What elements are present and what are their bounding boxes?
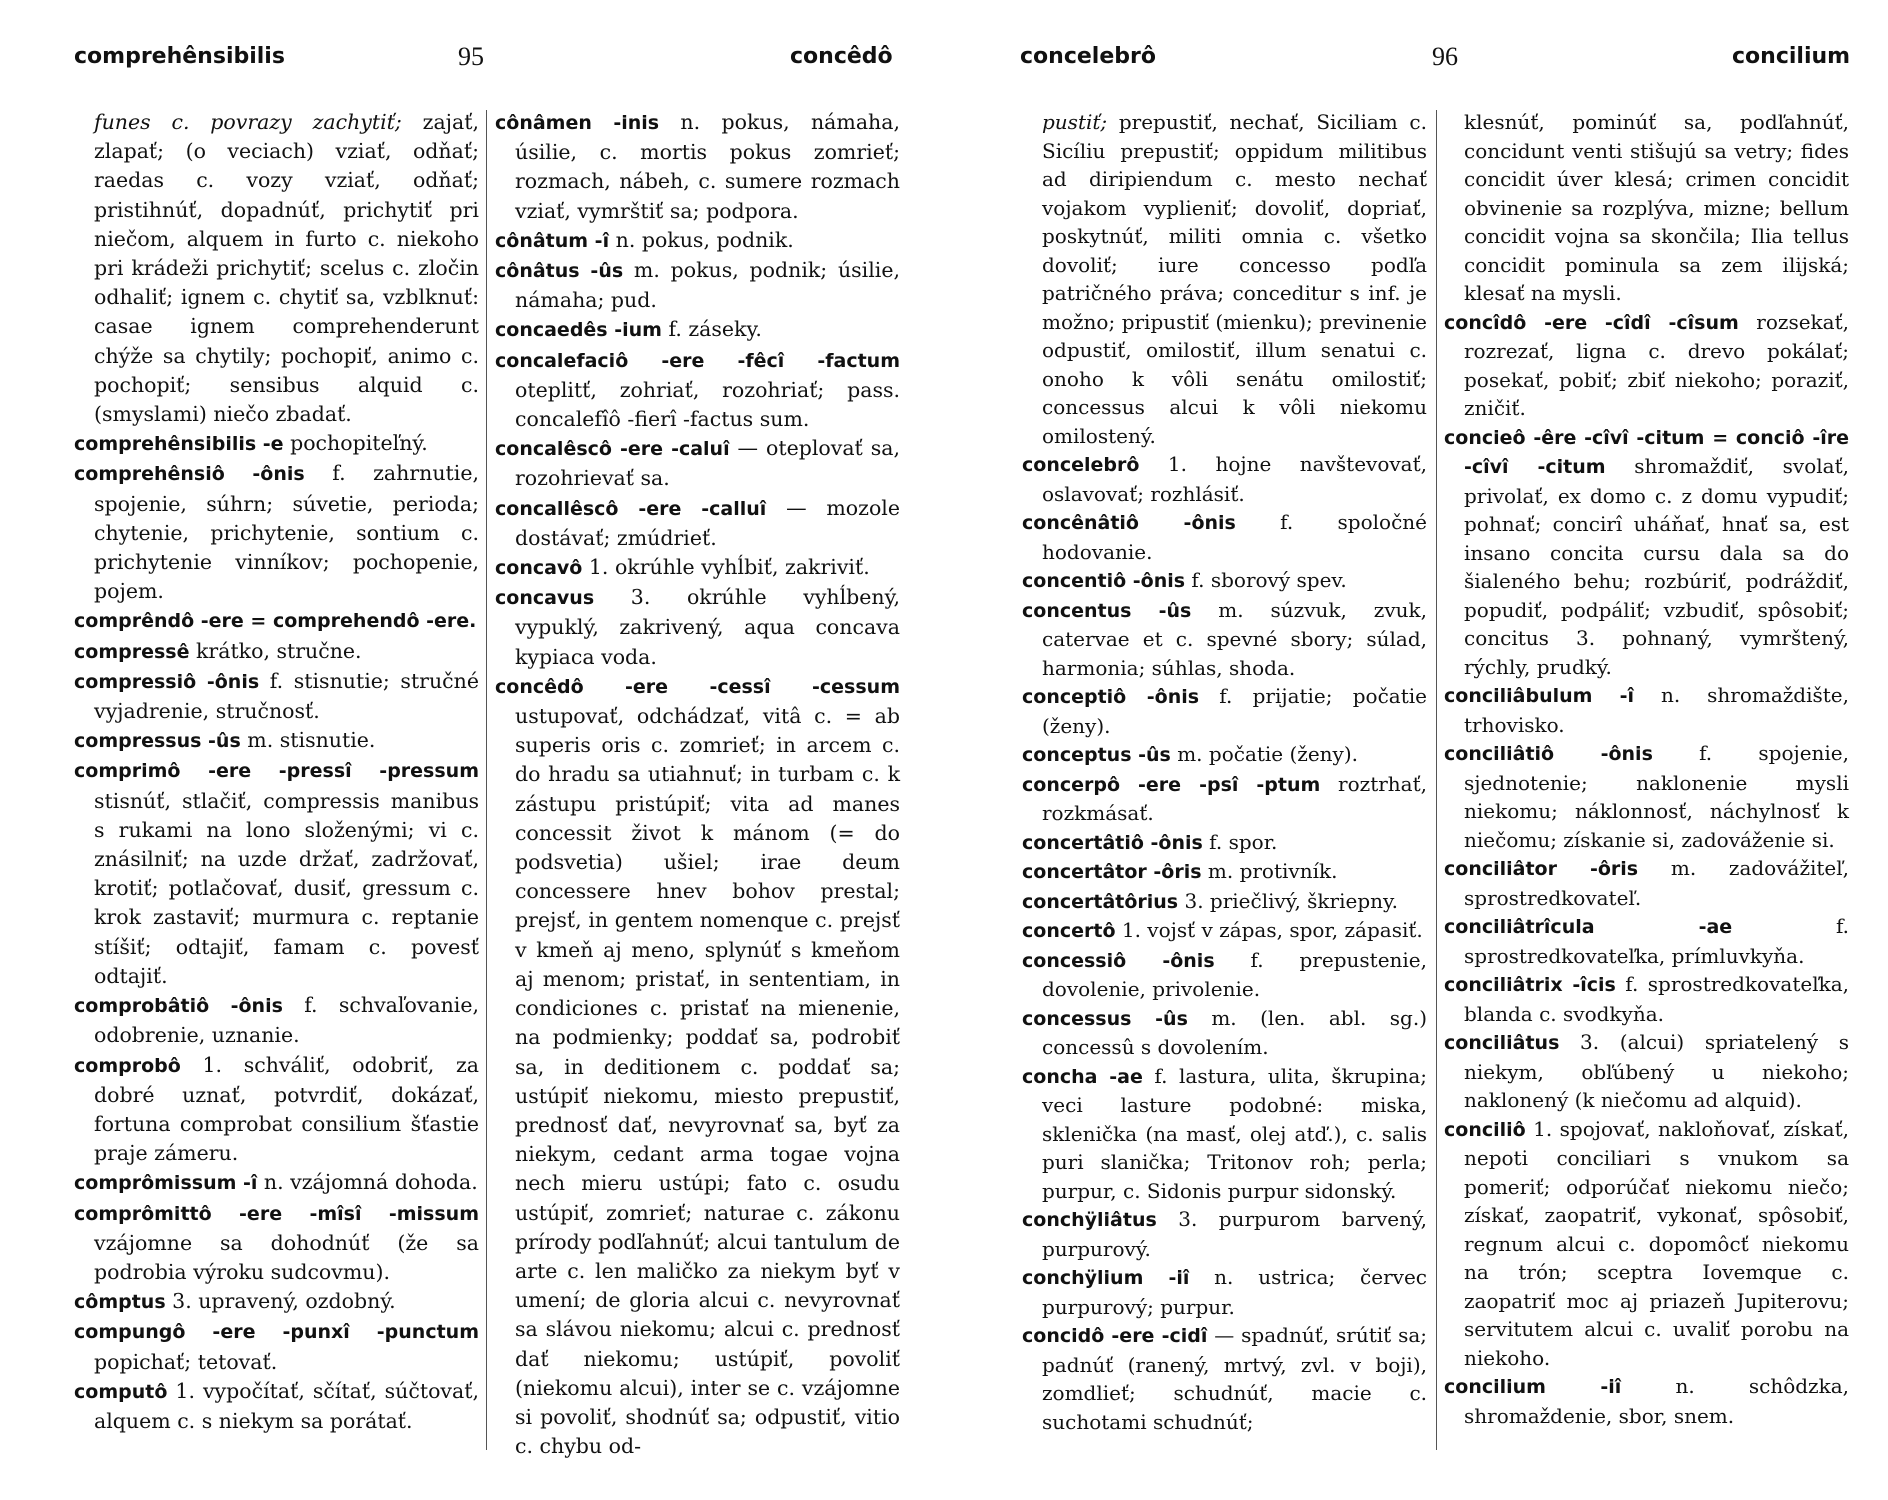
dictionary-entry bbox=[1444, 912, 1849, 970]
dictionary-entry bbox=[74, 991, 479, 1050]
dictionary-entry bbox=[495, 315, 900, 345]
dictionary-entry bbox=[1444, 423, 1849, 682]
dictionary-entry bbox=[495, 434, 900, 493]
entry-headword: compungô -ere -punxî -punctum bbox=[74, 1321, 479, 1344]
entry-definition: f. zahrnutie, spojenie, súhrn; súvetie, perioda; chytenie, prichytenie, sontium c. prichytenie vinníkov; pochopenie, pojem. bbox=[94, 461, 480, 604]
dictionary-entry bbox=[1022, 1205, 1427, 1263]
entry-definition: pochopiteľný. bbox=[283, 431, 428, 456]
entry-definition: f. spojenie, sjednotenie; naklonenie mysli niekomu; náklonnosť, náchylnosť k niečomu; získanie si, zadováženie si. bbox=[1464, 741, 1849, 852]
entry-definition: ustupovať, odchádzať, vitâ c. = ab superis oris c. zomrieť; in arcem c. do hradu sa utiahnuť; in turbam c. k zástupu pristúpiť; vita ad manes concessit život k mánom (= do podsvetia) ušiel; irae deum concessere hnev bohov prestal; prejsť, in gentem nomenque c. prejsť v kmeň aj meno, splynúť s kmeňom aj menom; pristať, in sententiam, in condiciones c. pristať na mienenie, na podmienky; poddať sa, podrobiť sa, in deditionem c. poddať sa; ustúpiť niekomu, miesto prepustiť, prednosť dať, nevyrovnať sa, byť za niekym, cedant arma togae vojna nech mieru ustúpi; fato c. osudu ustúpiť, zomrieť; naturae c. zákonu prírody podľahnúť; alcui tantulum de arte c. len maličko za niekym byť v umení; de gloria alcui c. nevyrovnať sa slávou niekomu; alcui c. prednosť dať niekomu; ustúpiť, povoliť (niekomu alcui), inter se c. vzájomne si povoliť, shodnúť sa; odpustiť, vitio c. chybu od- bbox=[515, 704, 900, 1459]
entry-headword: cônâmen -inis bbox=[495, 112, 660, 134]
entry-definition: prepustiť, nechať, Siciliam c. Sicíliu prepustiť; oppidum militibus ad diripiendum c. mesto nechať vojakom vyplieniť; dovoliť, dopriať, poskytnúť, militi omnia c. všetko dovoliť; iure concesso podľa patričného práva; conceditur s inf. je možno; pripustiť (mienku); previnenie odpustiť, omilostiť, illum senatui c. onoho k vôli senátu omilostiť; concessus alcui k vôli niekomu omilostený. bbox=[1042, 110, 1427, 448]
entry-headword: conciliâtiô -ônis bbox=[1444, 743, 1653, 765]
entry-definition: f. sprostredkovateľka, blanda c. svodkyňa. bbox=[1464, 972, 1849, 1026]
entry-headword: conceptus -ûs bbox=[1022, 744, 1171, 766]
entry-headword: concessiô -ônis bbox=[1022, 949, 1215, 972]
entry-headword: concalefaciô -ere -fêcî -factum bbox=[495, 349, 900, 372]
dictionary-entry bbox=[1022, 450, 1427, 508]
dictionary-entry bbox=[1022, 596, 1427, 683]
dictionary-entry bbox=[495, 672, 900, 1461]
entry-headword: concavus bbox=[495, 587, 595, 610]
dictionary-entry bbox=[1022, 916, 1427, 946]
entry-definition: zajať, zlapať; (o veciach) vziať, odňať; raedas c. vozy vziať, odňať; pristihnúť, dopadnúť, prichytiť pri niečom, alquem in furto c. niekoho pri krádeži prichytiť; scelus c. zločin odhaliť; ignem c. chytiť sa, vzblknuť: casae ignem comprehenderunt chýže sa chytily; pochopiť, animo c. pochopiť; sensibus alquid c. (smyslami) niečo zbadať. bbox=[94, 110, 479, 427]
entry-headword: comprobâtiô -ônis bbox=[74, 995, 283, 1018]
dictionary-entry bbox=[74, 1051, 479, 1169]
entry-headword: comprehênsiô -ônis bbox=[74, 463, 305, 486]
dictionary-entry bbox=[1444, 970, 1849, 1028]
column-1 bbox=[74, 108, 479, 1436]
entry-definition: f. sprostredkovateľka, prímluvkyňa. bbox=[1464, 914, 1850, 968]
entry-definition: f. spor. bbox=[1202, 829, 1278, 854]
entry-headword: concessus -ûs bbox=[1022, 1007, 1188, 1030]
dictionary-entry bbox=[74, 459, 479, 606]
dictionary-entry bbox=[1022, 508, 1427, 566]
dictionary-entry bbox=[1444, 739, 1849, 854]
entry-headword: comprobô bbox=[74, 1054, 181, 1077]
dictionary-entry bbox=[74, 1168, 479, 1198]
entry-headword: concidô -ere -cidî bbox=[1022, 1325, 1208, 1347]
entry-definition: 1. okrúhle vyhĺbiť, zakriviť. bbox=[582, 555, 870, 580]
entry-headword: conciliâtor -ôris bbox=[1444, 858, 1639, 880]
entry-definition: krátko, stručne. bbox=[189, 638, 362, 663]
dictionary-entry bbox=[495, 108, 900, 226]
entry-headword: comprômissum -î bbox=[74, 1172, 258, 1195]
dictionary-entry bbox=[74, 1377, 479, 1436]
entry-definition: m. stisnutie. bbox=[240, 728, 376, 753]
column-divider bbox=[486, 110, 487, 1450]
dictionary-entry bbox=[74, 429, 479, 459]
entry-definition: vzájomne sa dohodnúť (že sa podrobia výroku sudcovmu). bbox=[94, 1230, 479, 1284]
entry-definition: 3. (alcui) spriatelený s niekym, obľúbený u niekoho; naklonený (k niečomu ad alquid). bbox=[1464, 1030, 1849, 1112]
dictionary-entry bbox=[1022, 946, 1427, 1004]
entry-headword: concilium -iî bbox=[1444, 1376, 1622, 1398]
entry-italic: pustiť; bbox=[1042, 110, 1108, 134]
column-1 bbox=[1022, 108, 1427, 1436]
entry-headword: concieô -êre -cîvî -citum = conciô -îre -cîvî -citum bbox=[1444, 426, 1849, 478]
column-2 bbox=[1444, 108, 1849, 1430]
dictionary-entry bbox=[1022, 108, 1427, 450]
entry-definition: n. pokus, námaha, úsilie, c. mortis pokus zomrieť; rozmach, nábeh, c. sumere rozmach vziať, vymrštiť sa; podpora. bbox=[515, 110, 900, 223]
entry-headword: concerpô -ere -psî -ptum bbox=[1022, 773, 1321, 796]
entry-headword: concavô bbox=[495, 557, 583, 580]
entry-headword: conciliâtrix -îcis bbox=[1444, 974, 1616, 996]
dictionary-entry bbox=[74, 726, 479, 756]
entry-definition: n. vzájomná dohoda. bbox=[257, 1170, 478, 1195]
dictionary-entry bbox=[495, 256, 900, 315]
dictionary-entry bbox=[495, 583, 900, 672]
entry-definition: rozsekať, rozrezať, ligna c. drevo pokálať; posekať, pobiť; zbiť niekoho; poraziť, zničiť. bbox=[1464, 309, 1849, 420]
column-2 bbox=[495, 108, 900, 1461]
entry-definition: m. pokus, podnik; úsilie, námaha; pud. bbox=[515, 258, 900, 313]
dictionary-entry bbox=[1444, 854, 1849, 912]
dictionary-entry bbox=[1444, 308, 1849, 423]
entry-definition: 1. schváliť, odobriť, za dobré uznať, potvrdiť, dokázať, fortuna comprobat consilium šťastie praje zámeru. bbox=[94, 1052, 479, 1166]
dictionary-entry bbox=[1022, 740, 1427, 770]
dictionary-entry bbox=[1444, 681, 1849, 739]
entry-headword: concertâtor -ôris bbox=[1022, 861, 1202, 883]
entry-headword: comprêndô -ere = comprehendô -ere. bbox=[74, 610, 477, 633]
page-number: 95 bbox=[458, 42, 484, 71]
entry-definition: n. pokus, podnik. bbox=[609, 227, 794, 252]
running-head-left: concelebrô bbox=[1020, 44, 1156, 69]
entry-headword: concha -ae bbox=[1022, 1065, 1143, 1088]
entry-headword: concertâtôrius bbox=[1022, 890, 1179, 913]
entry-headword: concertâtiô -ônis bbox=[1022, 831, 1203, 854]
entry-headword: compressus -ûs bbox=[74, 730, 241, 753]
entry-headword: conciliâtrîcula -ae bbox=[1444, 916, 1733, 938]
entry-headword: conciliâbulum -î bbox=[1444, 685, 1635, 707]
entry-definition: f. sborový spev. bbox=[1185, 568, 1347, 592]
entry-headword: concaedês -ium bbox=[495, 319, 662, 342]
dictionary-entry bbox=[1022, 682, 1427, 740]
entry-definition: 1. spojovať, nakloňovať, získať, nepoti conciliari s vnukom sa pomeriť; odporúčať niekomu niečo; získať, zaopatriť, vykonať, spôsobiť, regnum alcui c. dopomôcť niekomu na trón; sceptra Iovemque c. zaopatriť moc aj priazeň Jupiterovu; servitutem alcui c. uvaliť porobu na niekoho. bbox=[1464, 1116, 1849, 1370]
entry-definition: m. protivník. bbox=[1201, 859, 1338, 883]
entry-definition: 3. priečlivý, škriepny. bbox=[1178, 888, 1399, 913]
entry-definition: shromaždiť, svolať, privolať, ex domo c. z domu vypudiť; pohnať; concirî uháňať, hnať sa, est insano concita cursu dala sa do šialeného behu; rozbúriť, podráždiť, popudiť, podpáliť; vzbudiť, spôsobiť; concitus 3. pohnaný, vymrštený, rýchly, prudký. bbox=[1464, 454, 1849, 679]
entry-definition: f. lastura, ulita, škrupina; veci lasture podobné: miska, sklenička (na masť, olej atď.), c. salis puri slanička; Tritonov roh; perla; purpur, c. Sidonis purpur sidonský. bbox=[1042, 1063, 1427, 1203]
entry-definition: 1. vypočítať, sčítať, súčtovať, alquem c. s niekym sa porátať. bbox=[94, 1378, 479, 1433]
entry-definition: 3. okrúhle vyhĺbený, vypuklý, zakrivený, aqua concava kypiaca voda. bbox=[515, 585, 900, 669]
dictionary-entry bbox=[74, 108, 479, 429]
entry-headword: computô bbox=[74, 1380, 168, 1403]
entry-headword: cômptus bbox=[74, 1291, 166, 1314]
dictionary-entry bbox=[495, 553, 900, 583]
dictionary-entry bbox=[1444, 1115, 1849, 1373]
entry-definition: n. ustrica; červec purpurový; purpur. bbox=[1042, 1265, 1427, 1319]
dictionary-entry bbox=[1022, 828, 1427, 858]
dictionary-entry bbox=[74, 1199, 479, 1288]
entry-definition: klesnúť, pominúť sa, podľahnúť, concidunt venti stišujú sa vetry; fides concidit úver klesá; crimen concidit obvinenie sa rozplýva, mizne; bellum concidit vojna sa skončila; Ilia tellus concidit pominula sa zem ilijská; klesať na mysli. bbox=[1464, 110, 1849, 305]
dictionary-entry bbox=[1022, 1321, 1427, 1436]
entry-definition: 3. purpurom barvený, purpurový. bbox=[1042, 1207, 1427, 1261]
entry-definition: m. zadovážiteľ, sprostredkovateľ. bbox=[1464, 856, 1850, 910]
dictionary-entry bbox=[1022, 857, 1427, 887]
dictionary-entry bbox=[495, 226, 900, 256]
entry-definition: 3. upravený, ozdobný. bbox=[165, 1289, 396, 1314]
entry-headword: compressiô -ônis bbox=[74, 670, 260, 693]
entry-definition: oteplitť, zohriať, rozohriať; pass. concalefîô -fierî -factus sum. bbox=[515, 377, 900, 432]
column-divider bbox=[1436, 110, 1437, 1450]
entry-headword: conciliâtus bbox=[1444, 1032, 1560, 1054]
right-page bbox=[944, 0, 1888, 1500]
entry-headword: comprimô -ere -pressî -pressum bbox=[74, 760, 479, 783]
entry-headword: concertô bbox=[1022, 920, 1116, 942]
dictionary-entry bbox=[1444, 108, 1849, 308]
entry-headword: concênâtiô -ônis bbox=[1022, 512, 1236, 534]
entry-headword: comprômittô -ere -mîsî -missum bbox=[74, 1202, 479, 1225]
entry-definition: f. prepustenie, dovolenie, privolenie. bbox=[1042, 947, 1427, 1001]
entry-headword: concelebrô bbox=[1022, 454, 1140, 476]
entry-headword: concentiô -ônis bbox=[1022, 570, 1186, 592]
dictionary-entry bbox=[495, 494, 900, 553]
entry-definition: m. súzvuk, zvuk, catervae et c. spevné sbory; súlad, harmonia; súhlas, shoda. bbox=[1042, 597, 1427, 680]
entry-headword: concalêscô -ere -caluî bbox=[495, 438, 730, 461]
entry-definition: — spadnúť, srútiť sa; padnúť (ranený, mrtvý, zvl. v boji), zomdlieť; schudnúť, macie c. suchotami schudnúť; bbox=[1042, 1323, 1427, 1434]
entry-definition: f. stisnutie; stručné vyjadrenie, stručnosť. bbox=[94, 668, 479, 724]
dictionary-entry bbox=[74, 637, 479, 667]
dictionary-entry bbox=[1022, 1004, 1427, 1062]
dictionary-entry bbox=[1022, 1263, 1427, 1321]
entry-headword: conchÿliâtus bbox=[1022, 1209, 1157, 1231]
entry-definition: f. spoločné hodovanie. bbox=[1042, 510, 1428, 564]
dictionary-entry bbox=[1022, 887, 1427, 917]
entry-definition: n. shromaždište, trhovisko. bbox=[1464, 683, 1849, 737]
entry-headword: cônâtus -ûs bbox=[495, 260, 624, 283]
entry-headword: conciliô bbox=[1444, 1118, 1526, 1141]
entry-definition: n. schôdzka, shromaždenie, sbor, snem. bbox=[1464, 1374, 1849, 1428]
entry-headword: concallêscô -ere -calluî bbox=[495, 497, 767, 520]
dictionary-entry bbox=[1022, 566, 1427, 596]
dictionary-entry bbox=[495, 346, 900, 435]
entry-definition: 1. vojsť v zápas, spor, zápasiť. bbox=[1115, 918, 1423, 942]
entry-headword: cônâtum -î bbox=[495, 229, 610, 252]
entry-definition: 1. hojne navštevovať, oslavovať; rozhlásiť. bbox=[1042, 452, 1427, 506]
entry-headword: concêdô -ere -cessî -cessum bbox=[495, 675, 900, 698]
running-head-left: comprehênsibilis bbox=[74, 44, 285, 69]
dictionary-entry bbox=[74, 667, 479, 726]
entry-headword: conchÿlium -iî bbox=[1022, 1267, 1190, 1289]
dictionary-entry bbox=[1022, 770, 1427, 828]
entry-definition: — mozole dostávať; zmúdrieť. bbox=[515, 495, 900, 550]
entry-definition: f. schvaľovanie, odobrenie, uznanie. bbox=[94, 993, 479, 1048]
dictionary-entry bbox=[1022, 1062, 1427, 1206]
entry-headword: concentus -ûs bbox=[1022, 599, 1192, 622]
entry-definition: f. záseky. bbox=[661, 317, 762, 342]
running-head-right: concêdô bbox=[790, 44, 893, 69]
dictionary-entry bbox=[74, 1287, 479, 1317]
entry-definition: roztrhať, rozkmásať. bbox=[1042, 771, 1427, 825]
dictionary-entry bbox=[1444, 1372, 1849, 1430]
entry-headword: concîdô -ere -cîdî -cîsum bbox=[1444, 311, 1739, 334]
page-number: 96 bbox=[1432, 42, 1458, 71]
entry-italic: funes c. povrazy zachytiť; bbox=[94, 110, 402, 134]
running-head-right: concilium bbox=[1732, 44, 1851, 69]
dictionary-entry bbox=[1444, 1028, 1849, 1115]
entry-definition: stisnúť, stlačiť, compressis manibus s rukami na lono složenými; vi c. znásilniť; na uzde držať, zadržovať, krotiť; potlačovať, dusiť, gressum c. krok zastaviť; murmura c. reptanie stíšiť; odtajiť, famam c. povesť odtajiť. bbox=[94, 788, 479, 988]
entry-definition: popichať; tetovať. bbox=[94, 1349, 278, 1374]
entry-headword: conceptiô -ônis bbox=[1022, 686, 1200, 708]
entry-headword: compressê bbox=[74, 640, 190, 663]
dictionary-entry bbox=[74, 606, 479, 636]
entry-headword: comprehênsibilis -e bbox=[74, 433, 284, 456]
entry-definition: f. prijatie; počatie (ženy). bbox=[1042, 684, 1427, 738]
entry-definition: m. počatie (ženy). bbox=[1170, 742, 1359, 766]
entry-definition: m. (len. abl. sg.) concessû s dovolením. bbox=[1042, 1005, 1428, 1059]
dictionary-entry bbox=[74, 1317, 479, 1376]
dictionary-entry bbox=[74, 756, 479, 991]
entry-definition: — oteplovať sa, rozohrievať sa. bbox=[515, 436, 900, 491]
